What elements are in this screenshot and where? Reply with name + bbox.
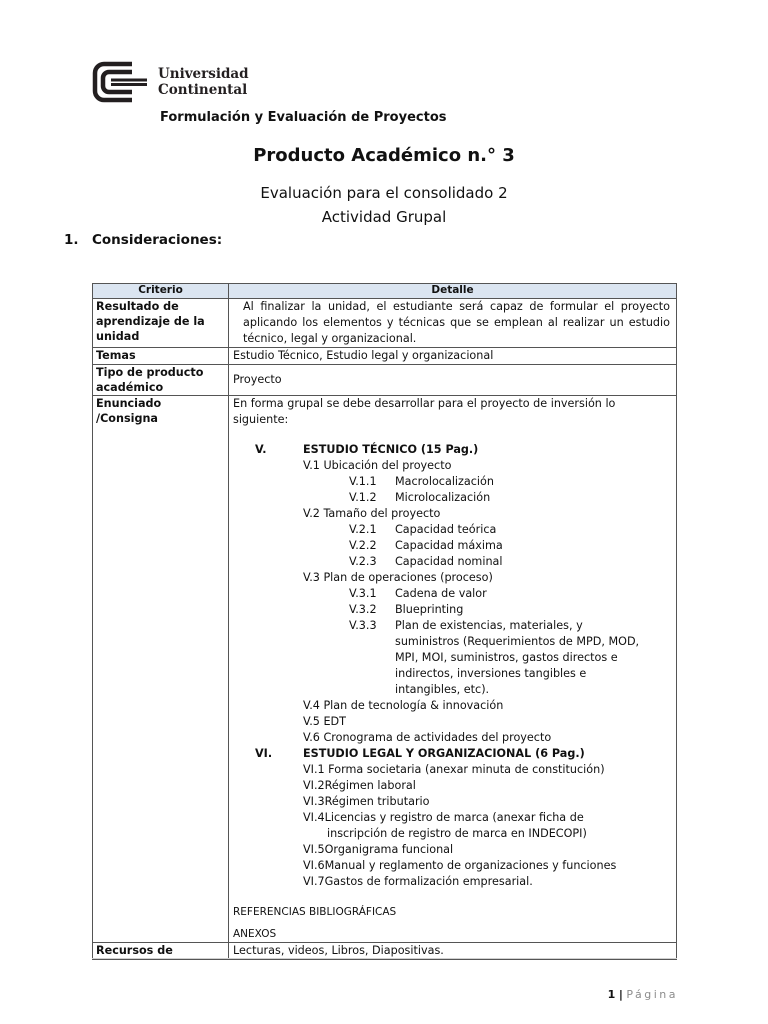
list-item: V.3.2 Blueprinting xyxy=(349,603,464,616)
university-logo xyxy=(92,60,252,104)
table-row xyxy=(93,348,677,365)
list-item: V.2.3 Capacidad nominal xyxy=(349,555,503,568)
course-name: Formulación y Evaluación de Proyectos xyxy=(160,110,447,125)
row-text-tipo: Proyecto xyxy=(229,365,677,396)
list-item: V.3.1 Cadena de valor xyxy=(349,587,487,600)
table-row xyxy=(93,396,677,943)
footer-divider xyxy=(92,958,677,959)
list-item-continued: intangibles, etc). xyxy=(395,683,490,696)
list-item: VI.6Manual y reglamento de organizaciones y funciones xyxy=(303,859,617,872)
section-number: 1. xyxy=(64,232,79,248)
list-item: V.3.3 Plan de existencias, materiales, y xyxy=(349,619,583,632)
row-text-enunciado xyxy=(229,396,677,943)
continental-logo-icon xyxy=(92,61,150,103)
list-item: V.5 EDT xyxy=(303,715,346,728)
row-label-enunciado: Enunciado /Consigna xyxy=(93,396,229,943)
list-item: VI.7Gastos de formalización empresarial. xyxy=(303,875,533,888)
heading-estudio-tecnico: V. ESTUDIO TÉCNICO (15 Pag.) xyxy=(255,443,479,456)
list-item: VI.1 Forma societaria (anexar minuta de constitución) xyxy=(303,763,605,776)
list-item-continued: MPI, MOI, suministros, gastos directos e xyxy=(395,651,618,664)
subtitle-evaluation: Evaluación para el consolidado 2 xyxy=(260,184,508,202)
row-text-recursos: Lecturas, videos, Libros, Diapositivas. xyxy=(229,943,677,960)
references-label: REFERENCIAS BIBLIOGRÁFICAS xyxy=(233,906,397,918)
row-label-resultado: Resultado de aprendizaje de la unidad xyxy=(93,299,229,348)
heading-estudio-legal: VI. ESTUDIO LEGAL Y ORGANIZACIONAL (6 Pag.) xyxy=(255,747,585,760)
list-item-continued: suministros (Requerimientos de MPD, MOD, xyxy=(395,635,640,648)
list-item: V.4 Plan de tecnología & innovación xyxy=(303,699,504,712)
list-item: V.2.1 Capacidad teórica xyxy=(349,523,497,536)
table-row xyxy=(93,943,677,960)
list-item: V.1 Ubicación del proyecto xyxy=(303,459,452,472)
page-footer xyxy=(608,988,678,1001)
list-item: V.6 Cronograma de actividades del proyecto xyxy=(303,731,552,744)
page-title: Producto Académico n.° 3 xyxy=(253,145,515,166)
list-item: V.3 Plan de operaciones (proceso) xyxy=(303,571,493,584)
considerations-table xyxy=(92,283,677,960)
annexes-label: ANEXOS xyxy=(233,928,277,940)
list-item: VI.4Licencias y registro de marca (anexar ficha de xyxy=(303,811,584,824)
list-item: VI.2Régimen laboral xyxy=(303,779,416,792)
list-item-continued: inscripción de registro de marca en INDECOPI) xyxy=(327,827,587,840)
page-number: 1 xyxy=(607,988,616,1001)
page-word: Página xyxy=(626,988,678,1001)
row-text-resultado: Al finalizar la unidad, el estudiante será capaz de formular el proyecto aplicando los elementos y técnicas que se emplean al realizar un estudio técnico, legal y organizacional. xyxy=(229,299,677,348)
row-label-tipo: Tipo de producto académico xyxy=(93,365,229,396)
table-row xyxy=(93,299,677,348)
row-label-temas: Temas xyxy=(93,348,229,365)
table-row xyxy=(93,365,677,396)
list-item: V.2 Tamaño del proyecto xyxy=(303,507,441,520)
section-label: Consideraciones: xyxy=(92,232,223,248)
section-heading xyxy=(64,232,222,248)
enunciado-intro: En forma grupal se debe desarrollar para el proyecto de inversión lo siguiente: xyxy=(233,397,616,426)
list-item: V.2.2 Capacidad máxima xyxy=(349,539,503,552)
footer-separator: | xyxy=(618,988,623,1001)
logo-wordmark: Universidad Continental xyxy=(158,66,249,98)
list-item: V.1.1 Macrolocalización xyxy=(349,475,494,488)
table-header-row xyxy=(93,284,677,299)
header-detalle: Detalle xyxy=(229,284,677,299)
list-item: V.1.2 Microlocalización xyxy=(349,491,491,504)
row-label-recursos: Recursos de xyxy=(93,943,229,960)
list-item-continued: indirectos, inversiones tangibles e xyxy=(395,667,587,680)
subtitle-activity: Actividad Grupal xyxy=(321,208,447,226)
list-item: VI.5Organigrama funcional xyxy=(303,843,454,856)
list-item: VI.3Régimen tributario xyxy=(303,795,430,808)
header-criterio: Criterio xyxy=(93,284,229,299)
row-text-temas: Estudio Técnico, Estudio legal y organizacional xyxy=(229,348,677,365)
